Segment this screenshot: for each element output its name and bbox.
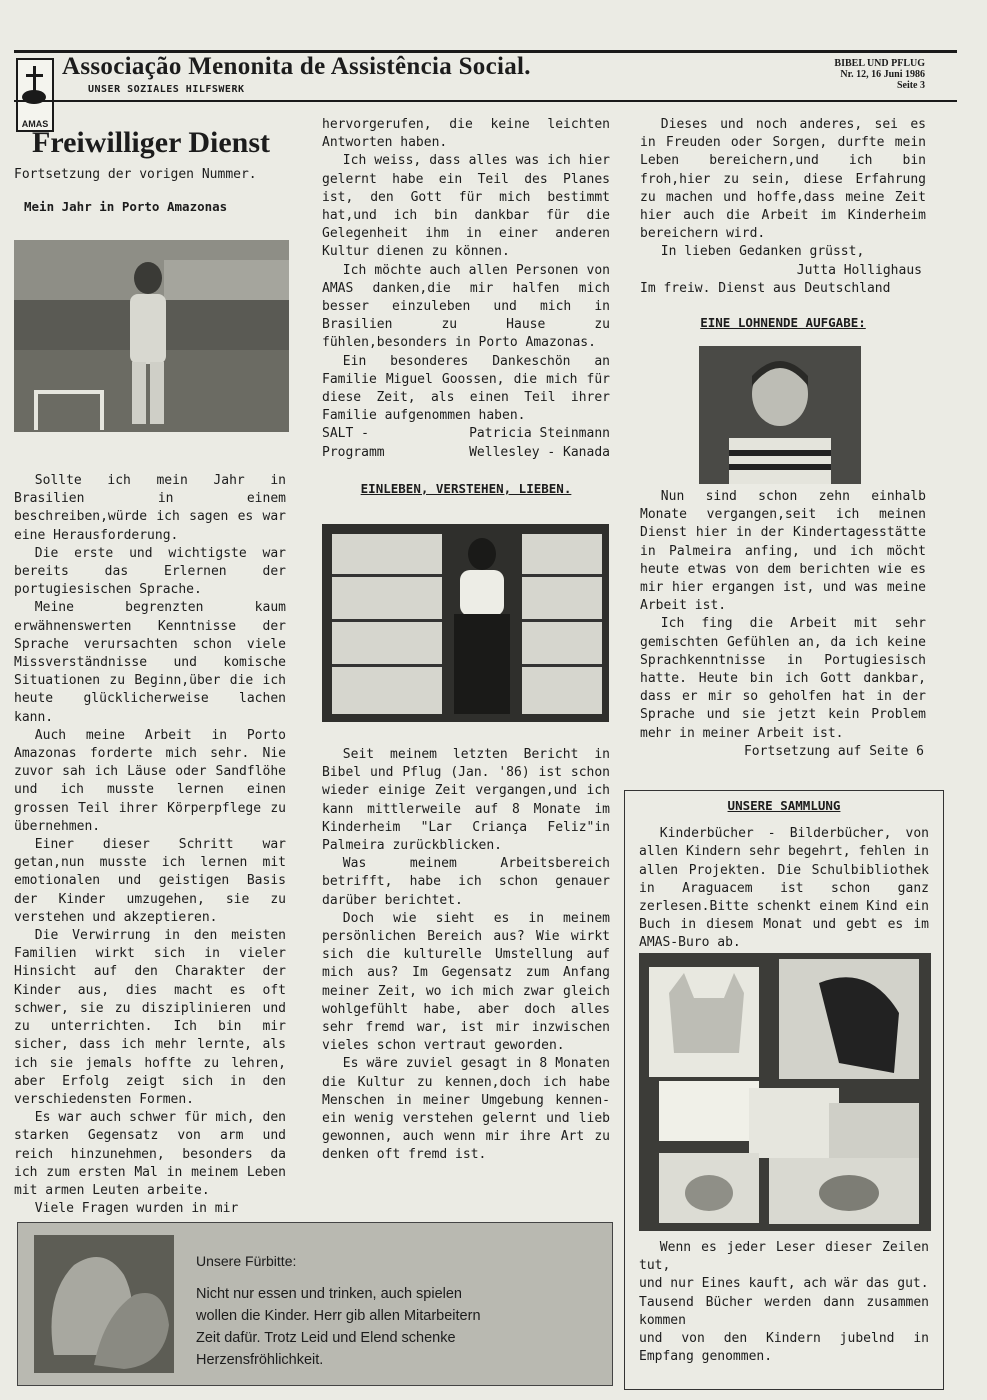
header-rule-bottom — [14, 100, 957, 102]
issue-info — [834, 58, 925, 91]
page-number: Seite 3 — [896, 80, 925, 91]
closing-line: Wenn es jeder Leser dieser Zeilen tut, — [639, 1240, 929, 1274]
closing-line: und von den Kindern jubelnd in Empfang genommen. — [639, 1331, 929, 1365]
photo-woman-garden — [14, 240, 289, 432]
publication-name: BIBEL UND PFLUG — [834, 58, 925, 69]
column-2 — [322, 116, 610, 498]
col1-paragraph: Die Verwirrung in den meisten Familien wirkt sich in vieler Hinsicht auf den Charakter der Kinder aus, dies macht es oft schwer, sie zu disziplinieren und zu unterrichten. Ich bin mir sicher, dass ich mehr lernte, als ich sie jemals hoffte zu lehren, aber Erfolg zeigt sich in den verschiedensten Formen. — [14, 928, 286, 1107]
sammlung-content — [639, 797, 929, 953]
prayer-line: Herzensfröhlichkeit. — [196, 1352, 324, 1368]
prayer-line: wollen die Kinder. Herr gib allen Mitarbeitern — [196, 1308, 481, 1324]
closing-line: Tausend Bücher werden dann zusammen kommen — [639, 1294, 929, 1328]
col2-paragraph: Was meinem Arbeitsbereich betrifft, habe ich schon genauer darüber berichtet. — [322, 856, 610, 908]
signature-subtitle: Im freiw. Dienst aus Deutschland — [640, 280, 891, 296]
signature-program-label: SALT - — [322, 426, 369, 442]
col2-paragraph: hervorgerufen, die keine leichten Antworten haben. — [322, 117, 610, 151]
col1-paragraph: Die erste und wichtigste war bereits das Erlernen der portugiesischen Sprache. — [14, 545, 286, 598]
column-3 — [640, 116, 926, 332]
article-heading-lohnende-aufgabe: EINE LOHNENDE AUFGABE: — [700, 315, 866, 331]
photo-hands — [34, 1235, 174, 1373]
col2-paragraph: Ich weiss, dass alles was ich hier gelernt habe ein Teil des Planes ist, den Gott für mich bestimmt hat,und ich bin dankbar für die Gelegenheit ihm in einer anderen Kultur dienen zu können. — [322, 153, 610, 260]
prayer-line: Nicht nur essen und trinken, auch spielen — [196, 1286, 462, 1302]
col3-paragraph: Ich fing die Arbeit mit sehr gemischten Gefühlen an, da ich keine Sprachkenntnisse in Portugiesisch hatte. Heute bin ich Gott dankbar, dass er mir so geholfen hat in der Sprache und sie jetzt kein Problem mehr in meiner Arbeit ist. — [640, 616, 926, 741]
col1-paragraph: Auch meine Arbeit in Porto Amazonas forderte mich sehr. Nie zuvor sah ich Läuse oder Sandflöhe und ich musste lernen einen grossen Teil ihrer Körperpflege zu übernehmen. — [14, 727, 286, 834]
logo-text: AMAS — [21, 119, 49, 129]
col1-paragraph: Einer dieser Schritt war getan,nun musste ich lernen mit emotionalen und geistigen Basis der Kinder umzugehen, sie zu verstehen und akzeptieren. — [14, 837, 286, 925]
sammlung-box — [624, 790, 944, 1390]
sammlung-closing — [639, 1239, 929, 1366]
col1-paragraph: Meine begrenzten kaum erwähnenswerten Kenntnisse der Sprache verursachten schon viele Missverständnisse und komische Situationen zu Beginn,über die ich heute glücklicherweise lachen kann. — [14, 600, 286, 725]
masthead-title: Associação Menonita de Assistência Social. — [62, 53, 531, 80]
amas-logo — [16, 58, 54, 132]
article-heading-einleben: EINLEBEN, VERSTEHEN, LIEBEN. — [360, 480, 572, 496]
closing-greeting: In lieben Gedanken grüsst, — [660, 244, 865, 260]
sammlung-heading: UNSERE SAMMLUNG — [727, 798, 841, 813]
issue-number: Nr. 12, 16 Juni 1986 — [840, 69, 925, 80]
prayer-title: Unsere Fürbitte: — [196, 1253, 297, 1269]
continuation-note: Fortsetzung der vorigen Nummer. — [14, 167, 257, 182]
column-1-body — [14, 472, 286, 1218]
col2-paragraph: Ich möchte auch allen Personen von AMAS danken,die mir halfen mich besser einzuleben und mich in Brasilien zu Hause zu fühlen,besonders in Porto Amazonas. — [322, 262, 610, 351]
signature-block-patricia — [322, 425, 610, 461]
col1-paragraph: Es war auch schwer für mich, den starken Gegensatz von arm und reich hinzunehmen, besonders da ich zum ersten Mal in meinem Leben mit armen Leuten arbeite. — [14, 1110, 286, 1198]
signature-location: Wellesley - Kanada — [469, 444, 610, 460]
col2-paragraph: Es wäre zuviel gesagt in 8 Monaten die Kultur zu kennen,doch ich habe Menschen in meiner Umgebung kennen- ein wenig verstehen gelernt und lieb gewonnen, auch wenn mir ihre Art zu denken oft fremd ist. — [322, 1056, 610, 1163]
col2-paragraph: Doch wie sieht es in meinem persönlichen Bereich aus? Wie wirkt sich die kulturelle Umstellung auf mich aus? Im Gegensatz zum Anfang meiner Zeit, wo ich mich zwar gleich wohlgefühlt habe, aber doch alles sehr fremd war, ist mir inzwischen vieles schon vertraut geworden. — [322, 910, 610, 1054]
col2-paragraph: Seit meinem letzten Bericht in Bibel und Pflug (Jan. '86) ist schon wieder einige Zeit vergangen,und ich kann mittlerweile auf 8 Monate im Kinderheim "Lar Criança Feliz"in Palmeira zurückblicken. — [322, 747, 610, 854]
photo-childrens-books — [639, 953, 931, 1231]
signature-program-name: Programm — [322, 444, 385, 460]
column-1 — [14, 166, 290, 216]
column-3-body — [640, 488, 926, 761]
page-title: Freiwilliger Dienst — [32, 126, 271, 159]
signature-name: Patricia Steinmann — [469, 426, 610, 442]
closing-line: und nur Eines kauft, ach wär das gut. — [639, 1276, 929, 1292]
col3-paragraph: Nun sind schon zehn einhalb Monate vergangen,seit ich meinen Dienst hier in der Kindertagesstätte in Palmeira anfing, und ich möcht heute etwas von dem berichten wie es mir hier ergangen ist, und was meine Arbeit ist. — [640, 489, 926, 614]
sammlung-paragraph: Kinderbücher - Bilderbücher, von allen Kindern sehr begehrt, fehlen in allen Projekten. Die Schulbibliothek in Araguacem ist schon ganz zerlesen.Bitte schenkt einem Kind ein Buch in diesem Monat und gebt es im AMAS-Buro ab. — [639, 826, 929, 951]
photo-woman-pharmacy — [322, 524, 609, 722]
masthead-subtitle: UNSER SOZIALES HILFSWERK — [88, 84, 245, 95]
prayer-box — [17, 1222, 613, 1386]
col1-paragraph: Sollte ich mein Jahr in Brasilien in einem beschreiben,würde ich sagen es war eine Herausforderung. — [14, 473, 286, 543]
col2-paragraph: Ein besonderes Dankeschön an Familie Miguel Goossen, die mich für diese Zeit, als einen Teil ihrer Familie aufgenommen haben. — [322, 353, 610, 424]
col3-paragraph: Dieses und noch anderes, sei es in Freuden oder Sorgen, durfte mein Leben bereichern,und ich bin froh,hier zu sein, diese Erfahrung zu machen und hoffe,dass meine Zeit hier auch die Arbeit im Kinderheim bereichern wird. — [640, 117, 926, 242]
article-heading-porto-amazonas: Mein Jahr in Porto Amazonas — [24, 199, 228, 215]
prayer-line: Zeit dafür. Trotz Leid und Elend schenke — [196, 1330, 456, 1346]
column-2-body — [322, 746, 610, 1165]
col1-paragraph: Viele Fragen wurden in mir — [34, 1201, 239, 1217]
signature-jutta: Jutta Hollighaus — [796, 262, 922, 278]
prayer-text — [196, 1283, 596, 1371]
continued-note: Fortsetzung auf Seite 6 — [743, 743, 924, 759]
photo-young-man — [699, 346, 861, 484]
